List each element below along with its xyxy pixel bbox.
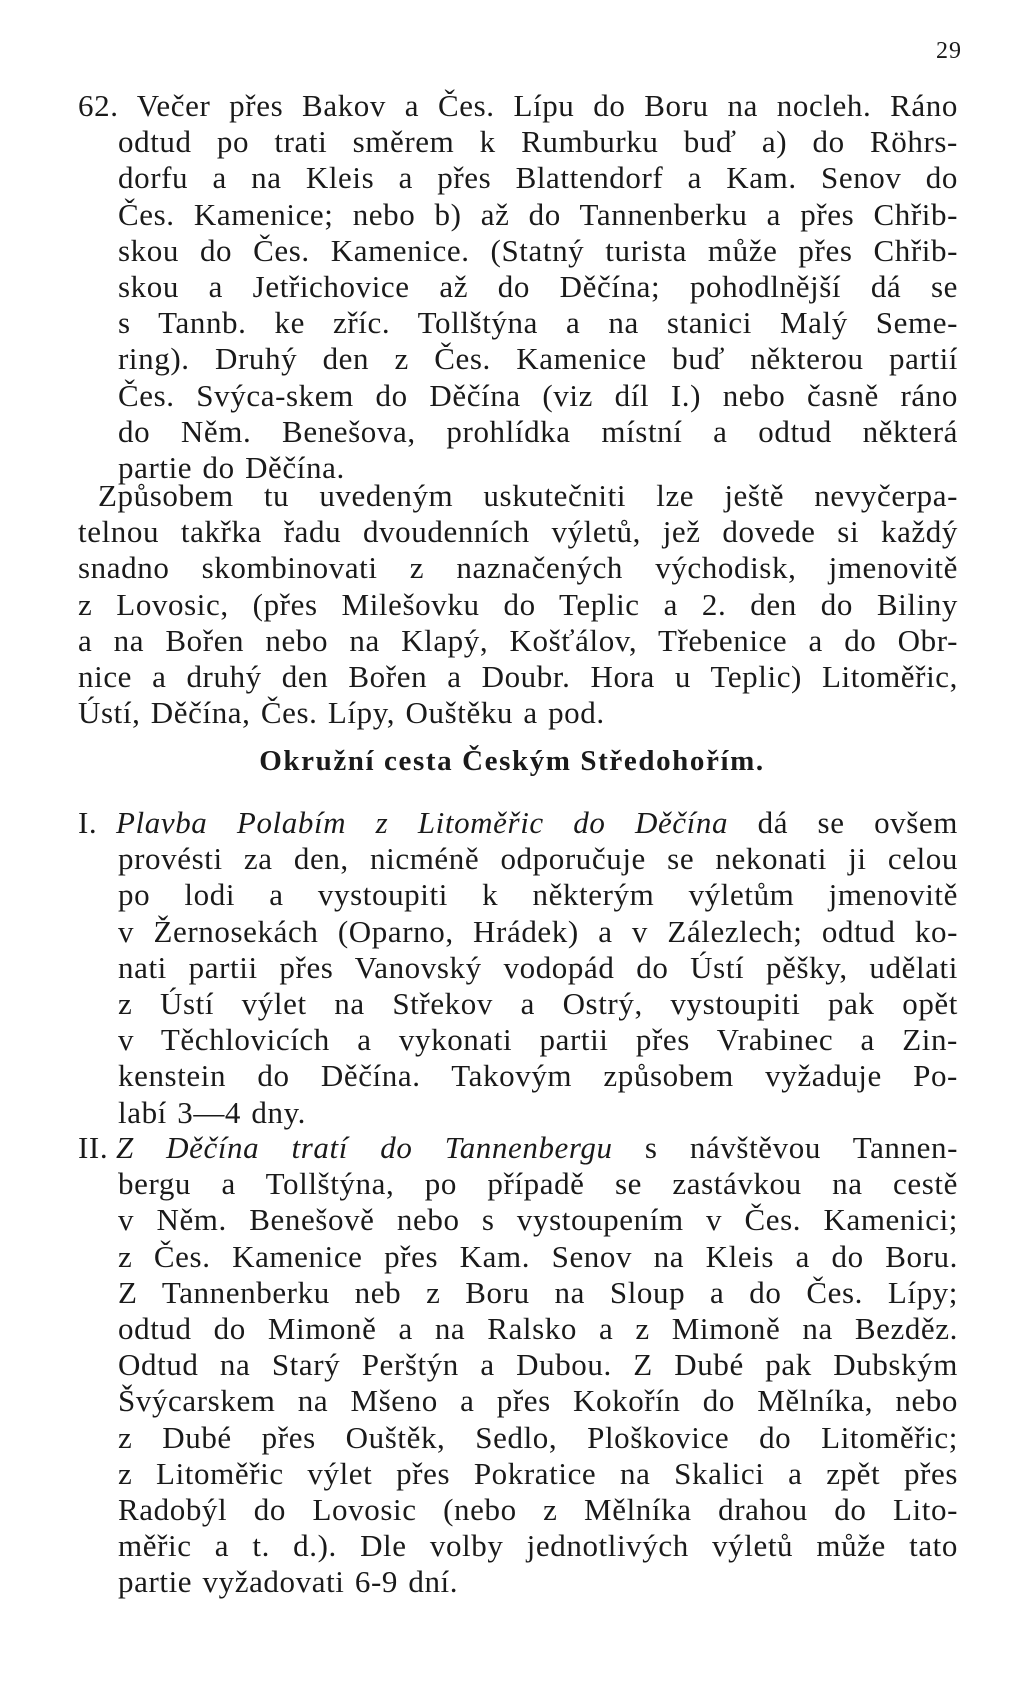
text-line: Způsobem tu uvedeným uskutečniti lze ještě nevyčerpa- xyxy=(98,478,958,513)
text-line: skou do Čes. Kamenice. (Statný turista může přes Chřib- xyxy=(118,232,958,268)
text-line: odtud po trati směrem k Rumburku buď a) do Röhrs- xyxy=(118,124,958,160)
text-line: z Litoměřic výlet přes Pokratice na Skalici a zpět přes xyxy=(118,1455,958,1491)
text-line: v Těchlovicích a vykonati partii přes Vrabinec a Zin- xyxy=(118,1022,958,1058)
text-line: Čes. Kamenice; nebo b) až do Tannenberku a přes Chřib- xyxy=(118,196,958,232)
text-line xyxy=(78,1130,958,1166)
text-line: po lodi a vystoupiti k některým výletům jmenovitě xyxy=(118,877,958,913)
paragraph-item-I xyxy=(78,805,958,1131)
text-line: odtud do Mimoně a na Ralsko a z Mimoně na Bezděz. xyxy=(118,1310,958,1346)
text-run: s návštěvou Tannen- xyxy=(612,1130,959,1165)
text-line: kenstein do Děčína. Takovým způsobem vyžaduje Po- xyxy=(118,1058,958,1094)
page-number: 29 xyxy=(936,38,962,64)
paragraph-item-II xyxy=(78,1130,958,1600)
text-line: do Něm. Benešova, prohlídka místní a odtud některá xyxy=(118,413,958,449)
text-line: z Lovosic, (přes Milešovku do Teplic a 2. den do Biliny xyxy=(78,586,958,622)
text-line: Ústí, Děčína, Čes. Lípy, Ouštěku a pod. xyxy=(78,695,605,731)
text-line: partie vyžadovati 6-9 dní. xyxy=(118,1564,459,1600)
text-line: partie do Děčína. xyxy=(118,449,345,485)
text-line: z Ústí výlet na Střekov a Ostrý, vystoupiti pak opět xyxy=(118,985,958,1021)
text-line: provésti za den, nicméně odporučuje se nekonati ji celou xyxy=(118,841,958,877)
text-line: skou a Jetřichovice až do Děčína; pohodlnější dá se xyxy=(118,268,958,304)
text-line: a na Bořen nebo na Klapý, Košťálov, Třebenice a do Obr- xyxy=(78,622,958,658)
text-line: dorfu a na Kleis a přes Blattendorf a Kam. Senov do xyxy=(118,160,958,196)
text-line: snadno skombinovati z naznačených východisk, jmenovitě xyxy=(78,550,958,586)
text-line: ring). Druhý den z Čes. Kamenice buď některou partií xyxy=(118,341,958,377)
text-line: v Žernosekách (Oparno, Hrádek) a v Zálezlech; odtud ko- xyxy=(118,913,958,949)
text-line: nice a druhý den Bořen a Doubr. Hora u Teplic) Litoměřic, xyxy=(78,658,958,694)
text-line: Švýcarskem na Mšeno a přes Kokořín do Mělníka, nebo xyxy=(118,1383,958,1419)
text-run: dá se ovšem xyxy=(728,805,959,840)
text-line: Z Tannenberku neb z Boru na Sloup a do Čes. Lípy; xyxy=(118,1274,958,1310)
text-line: labí 3—4 dny. xyxy=(118,1094,307,1130)
text-line: bergu a Tollštýna, po případě se zastávkou na cestě xyxy=(118,1166,958,1202)
paragraph-combinations xyxy=(78,478,958,731)
italic-title: Plavba Polabím z Litoměřic do Děčína xyxy=(116,805,729,840)
text-line: z Dubé přes Ouštěk, Sedlo, Ploškovice do Litoměřic; xyxy=(118,1419,958,1455)
text-line: v Něm. Benešově nebo s vystoupením v Čes. Kamenici; xyxy=(118,1202,958,1238)
paragraph-item-62 xyxy=(78,88,958,486)
text-line: Radobýl do Lovosic (nebo z Mělníka drahou do Lito- xyxy=(118,1491,958,1527)
item-number: I. xyxy=(78,805,98,840)
section-heading: Okružní cesta Českým Středohořím. xyxy=(259,745,765,777)
text-line: Čes. Svýca-skem do Děčína (viz díl I.) nebo časně ráno xyxy=(118,377,958,413)
text-line: 62. Večer přes Bakov a Čes. Lípu do Boru na nocleh. Ráno xyxy=(78,88,958,123)
text-line xyxy=(78,805,958,841)
text-line: z Čes. Kamenice přes Kam. Senov na Kleis a do Boru. xyxy=(118,1238,958,1274)
italic-title: Z Děčína tratí do Tannenbergu xyxy=(116,1130,613,1165)
text-line: Odtud na Starý Perštýn a Dubou. Z Dubé pak Dubským xyxy=(118,1347,958,1383)
text-line: nati partii přes Vanovský vodopád do Ústí pěšky, udělati xyxy=(118,949,958,985)
text-line: telnou takřka řadu dvoudenních výletů, jež dovede si každý xyxy=(78,514,958,550)
text-line: s Tannb. ke zříc. Tollštýna a na stanici Malý Seme- xyxy=(118,305,958,341)
text-line: měřic a t. d.). Dle volby jednotlivých výletů může tato xyxy=(118,1528,958,1564)
item-number: II. xyxy=(78,1130,109,1165)
